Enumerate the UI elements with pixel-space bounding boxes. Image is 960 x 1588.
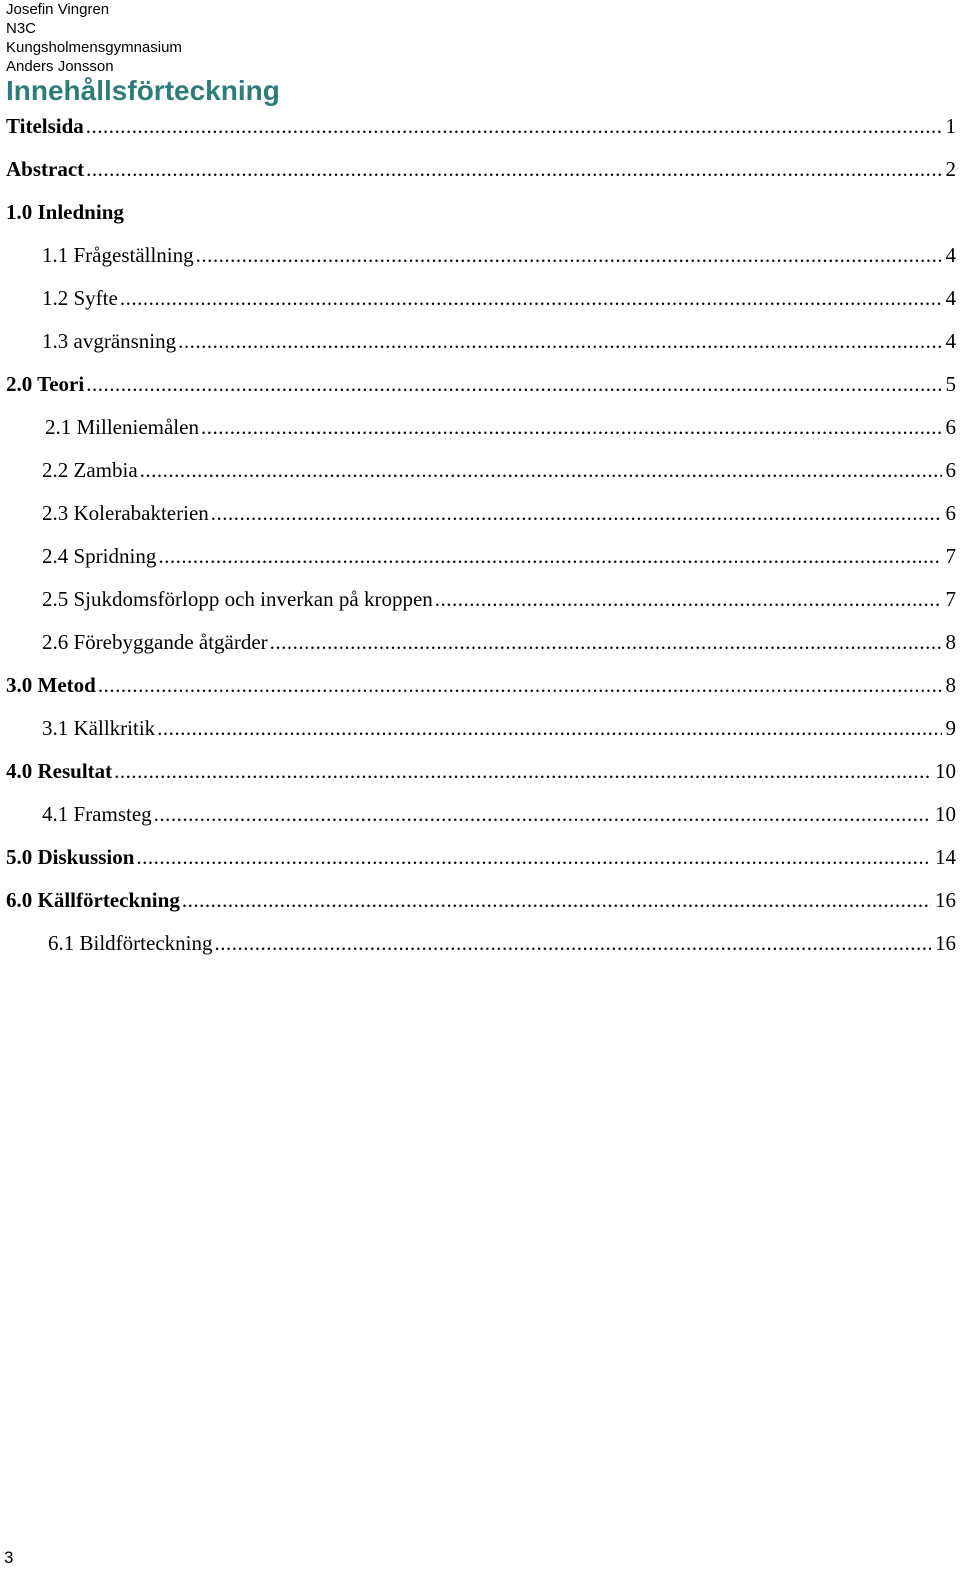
toc-entry-page: 5 <box>945 372 956 396</box>
toc-entry[interactable] <box>45 413 956 441</box>
toc-leader-dots <box>435 585 942 613</box>
toc-entry[interactable] <box>42 499 956 527</box>
toc-entry-no-page[interactable] <box>6 198 124 226</box>
toc-entry-label: 1.0 Inledning <box>6 200 124 224</box>
toc-entry-page: 8 <box>945 630 956 654</box>
toc-entry-page: 1 <box>945 114 956 138</box>
toc-entry-label: Titelsida <box>6 114 84 138</box>
toc-entry-label: 2.5 Sjukdomsförlopp och inverkan på kroppen <box>42 587 433 611</box>
toc-entry-label: 3.0 Metod <box>6 673 96 697</box>
toc-entry-label: 4.0 Resultat <box>6 759 113 783</box>
toc-entry-label: 6.0 Källförteckning <box>6 888 180 912</box>
toc-entry-label: 4.1 Framsteg <box>42 802 152 826</box>
toc-entry[interactable] <box>6 370 956 398</box>
toc-leader-dots <box>154 800 931 828</box>
toc-entry-page: 6 <box>945 415 956 439</box>
toc-entry-label: 2.2 Zambia <box>42 458 138 482</box>
toc-leader-dots <box>120 284 942 312</box>
toc-entry-page: 4 <box>945 243 956 267</box>
toc-leader-dots <box>182 886 931 914</box>
school-name: Kungsholmensgymnasium <box>6 39 182 56</box>
toc-entry[interactable] <box>42 585 956 613</box>
toc-leader-dots <box>201 413 942 441</box>
toc-leader-dots <box>86 370 941 398</box>
toc-entry-label: 2.0 Teori <box>6 372 85 396</box>
toc-leader-dots <box>270 628 942 656</box>
toc-entry[interactable] <box>42 542 956 570</box>
toc-entry[interactable] <box>42 327 956 355</box>
toc-entry-label: 2.6 Förebyggande åtgärder <box>42 630 268 654</box>
toc-entry-page: 7 <box>945 587 956 611</box>
toc-entry[interactable] <box>6 671 956 699</box>
toc-entry[interactable] <box>6 155 956 183</box>
toc-entry[interactable] <box>42 714 956 742</box>
toc-entry-label: 1.1 Frågeställning <box>42 243 194 267</box>
toc-entry-label: 5.0 Diskussion <box>6 845 135 869</box>
toc-entry[interactable] <box>6 757 956 785</box>
toc-entry-page: 9 <box>945 716 956 740</box>
toc-entry[interactable] <box>42 628 956 656</box>
toc-entry-page: 7 <box>945 544 956 568</box>
page-number: 3 <box>4 1548 14 1567</box>
toc-leader-dots <box>211 499 942 527</box>
toc-entry[interactable] <box>42 241 956 269</box>
toc-entry-page: 10 <box>935 802 956 826</box>
toc-leader-dots <box>86 155 941 183</box>
toc-entry[interactable] <box>48 929 956 957</box>
toc-leader-dots <box>196 241 942 269</box>
toc-title: Innehållsförteckning <box>6 75 280 106</box>
toc-entry-page: 16 <box>935 888 956 912</box>
toc-leader-dots <box>86 112 942 140</box>
toc-entry-page: 4 <box>945 286 956 310</box>
toc-entry-label: 2.4 Spridning <box>42 544 157 568</box>
toc-entry-label: 2.3 Kolerabakterien <box>42 501 209 525</box>
toc-entry-page: 2 <box>945 157 956 181</box>
toc-entry-page: 6 <box>945 458 956 482</box>
toc-entry-label: 1.3 avgränsning <box>42 329 177 353</box>
teacher-name: Anders Jonsson <box>6 58 114 75</box>
toc-leader-dots <box>98 671 942 699</box>
toc-leader-dots <box>178 327 941 355</box>
author-name: Josefin Vingren <box>6 1 110 18</box>
toc-entry-label: 1.2 Syfte <box>42 286 118 310</box>
toc-entry[interactable] <box>6 886 956 914</box>
toc-entry-page: 10 <box>935 759 956 783</box>
toc-entry-page: 16 <box>935 931 956 955</box>
toc-entry-page: 4 <box>945 329 956 353</box>
class-name: N3C <box>6 20 37 37</box>
toc-entry-page: 6 <box>945 501 956 525</box>
toc-entry[interactable] <box>6 843 956 871</box>
toc-entry-page: 8 <box>945 673 956 697</box>
toc-entry[interactable] <box>42 284 956 312</box>
toc-entry-label: 6.1 Bildförteckning <box>48 931 213 955</box>
toc-entry-label: Abstract <box>6 157 85 181</box>
toc-entry-page: 14 <box>935 845 956 869</box>
toc-leader-dots <box>114 757 931 785</box>
toc-entry[interactable] <box>42 456 956 484</box>
toc-entry[interactable] <box>42 800 956 828</box>
toc-leader-dots <box>214 929 931 957</box>
toc-entry-label: 3.1 Källkritik <box>42 716 156 740</box>
toc-leader-dots <box>158 542 941 570</box>
toc-leader-dots <box>140 456 942 484</box>
toc-entry-label: 2.1 Milleniemålen <box>45 415 199 439</box>
toc-entry[interactable] <box>6 112 956 140</box>
toc-leader-dots <box>157 714 941 742</box>
toc-leader-dots <box>136 843 931 871</box>
